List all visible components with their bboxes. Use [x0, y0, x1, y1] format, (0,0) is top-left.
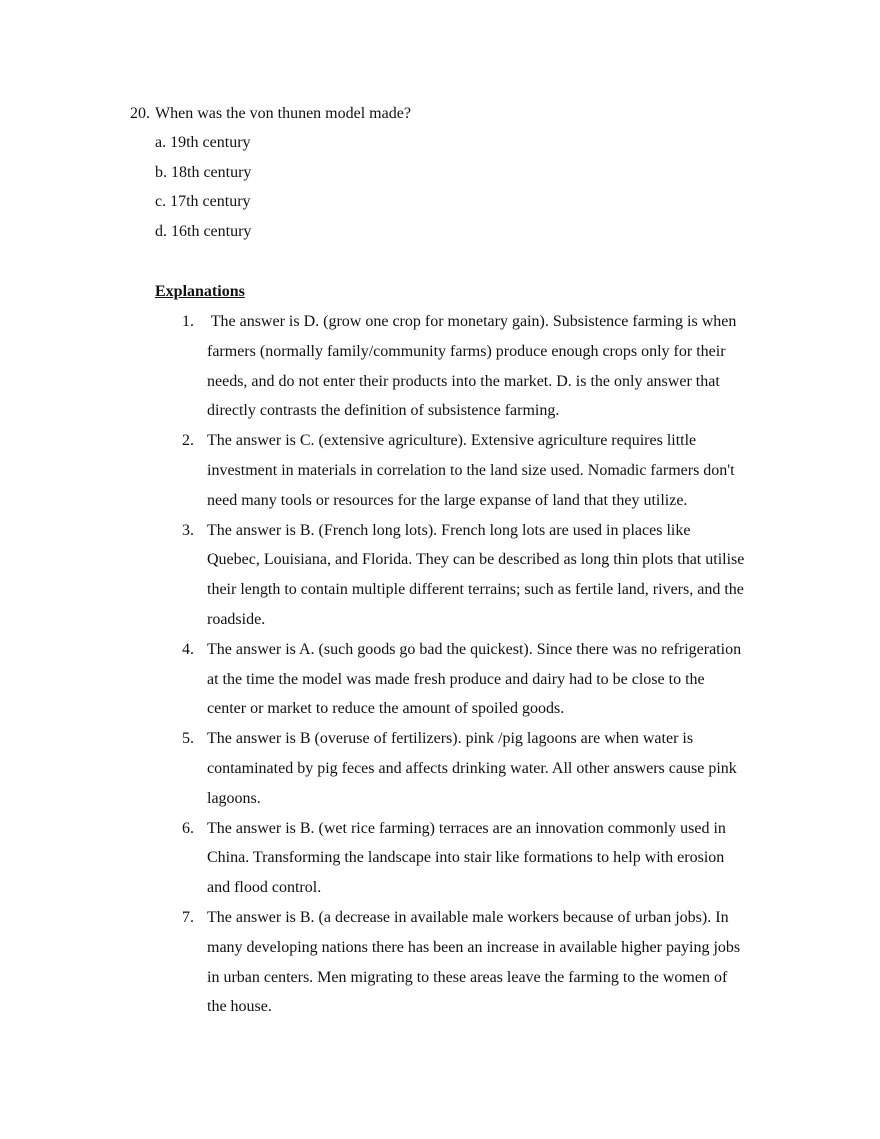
explanation-line: The answer is B. (French long lots). French long lots are used in places like — [207, 521, 691, 539]
explanation-line: center or market to reduce the amount of spoiled goods. — [207, 700, 565, 718]
explanation-line: The answer is D. (grow one crop for monetary gain). Subsistence farming is when — [207, 313, 737, 330]
explanation-number: 5. — [182, 730, 194, 748]
explanation-line: needs, and do not enter their products into the market. D. is the only answer that — [207, 372, 720, 390]
option-b: b. 18th century — [155, 164, 252, 181]
explanation-line: roadside. — [207, 611, 266, 628]
explanation-line: investment in materials in correlation to the land size used. Nomadic farmers don't — [207, 462, 735, 479]
explanation-number: 7. — [182, 909, 194, 926]
explanation-line: many developing nations there has been an increase in available higher paying jobs — [207, 938, 741, 956]
explanation-number: 2. — [182, 432, 194, 450]
explanation-line: need many tools or resources for the large expanse of land that they utilize. — [207, 491, 688, 509]
explanation-line: The answer is B. (a decrease in available male workers because of urban jobs). In — [207, 909, 729, 926]
explanation-line: China. Transforming the landscape into stair like formations to help with erosion — [207, 849, 725, 867]
option-a: a. 19th century — [155, 134, 251, 151]
question-number: 20. — [130, 105, 150, 122]
explanation-line: farmers (normally family/community farms) produce enough crops only for their — [207, 342, 726, 360]
explanation-line: The answer is B (overuse of fertilizers). pink /pig lagoons are when water is — [207, 730, 694, 748]
question-text: When was the von thunen model made? — [155, 105, 411, 122]
explanation-number: 3. — [182, 521, 194, 539]
explanation-number: 6. — [182, 819, 194, 837]
explanations-heading: Explanations — [155, 283, 245, 300]
explanation-line: The answer is A. (such goods go bad the quickest). Since there was no refrigeration — [207, 640, 742, 658]
explanation-line: directly contrasts the definition of subsistence farming. — [207, 402, 560, 420]
explanation-number: 4. — [182, 640, 194, 658]
explanation-line: Quebec, Louisiana, and Florida. They can be described as long thin plots that utilise — [207, 551, 745, 569]
explanation-line: contaminated by pig feces and affects drinking water. All other answers cause pink — [207, 760, 737, 777]
explanation-line: The answer is C. (extensive agriculture). Extensive agriculture requires little — [207, 432, 697, 450]
explanation-line: their length to contain multiple different terrains; such as fertile land, rivers, and the — [207, 581, 744, 599]
explanation-line: lagoons. — [207, 789, 261, 807]
explanation-line: and flood control. — [207, 879, 322, 897]
explanation-line: at the time the model was made fresh produce and dairy had to be close to the — [207, 670, 705, 688]
option-d: d. 16th century — [155, 223, 252, 240]
explanation-line: the house. — [207, 998, 272, 1016]
explanation-line: in urban centers. Men migrating to these areas leave the farming to the women of — [207, 968, 728, 986]
option-c: c. 17th century — [155, 193, 251, 210]
explanation-number: 1. — [182, 313, 194, 330]
explanation-line: The answer is B. (wet rice farming) terraces are an innovation commonly used in — [207, 819, 726, 837]
